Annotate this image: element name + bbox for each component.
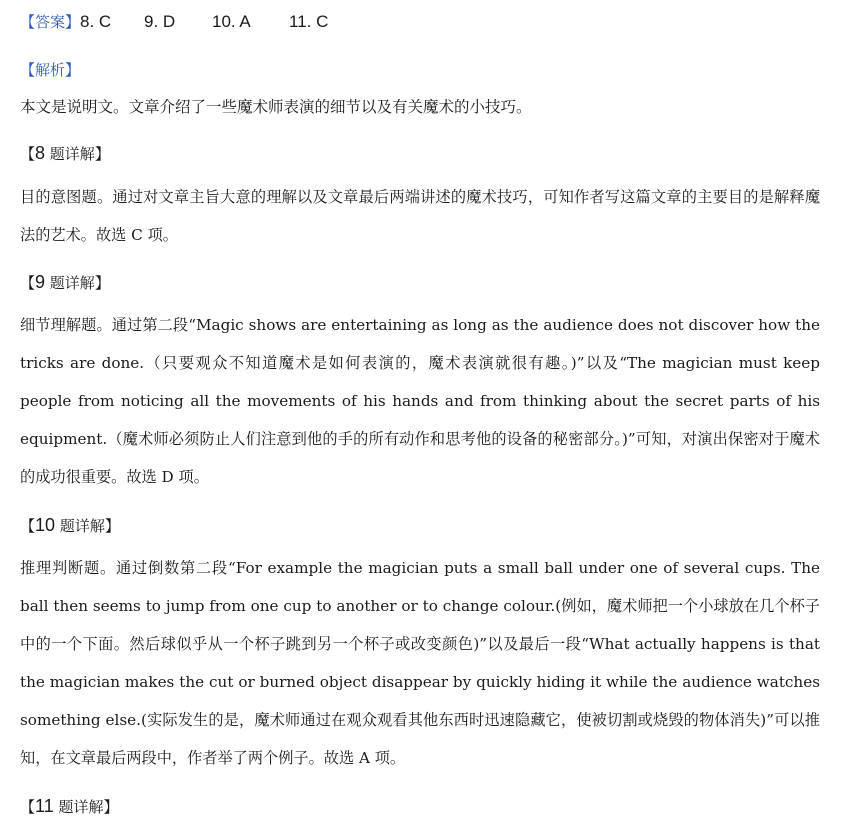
question-10-body: 推理判断题。通过倒数第二段“For example the magician puts a small ball under one of several cups. The ball then seems to jump from one cup to another or to change colour.(例如，魔术师把一个小球放在几个杯子中的一个下面。然后球似乎从一个杯子跳到另一个杯子或改变颜色)”以及最后一段“What actually happens is that the magician makes the cut or burned object disappear by quickly hiding it while the audience watches something else.(实际发生的是，魔术师通过在观众观看其他东西时迅速隐藏它，使被切割或烧毁的物体消失)”可以推知，在文章最后两段中，作者举了两个例子。故选 A 项。: [20, 559, 820, 767]
question-9-number: 9: [35, 272, 46, 292]
answer-11: 11. C: [289, 12, 329, 31]
question-10-number: 10: [35, 515, 56, 535]
question-8-heading: 【8 题详解】: [20, 143, 110, 163]
question-8-body: 目的意图题。通过对文章主旨大意的理解以及文章最后两端讲述的魔术技巧，可知作者写这篇文章的主要目的是解释魔法的艺术。故选 C 项。: [20, 188, 820, 244]
analysis-label: 【解析】: [20, 61, 81, 79]
answer-9: 9. D: [144, 12, 176, 31]
answer-row: [20, 12, 328, 32]
question-9-heading: 【9 题详解】: [20, 272, 110, 292]
answer-10: 10. A: [212, 12, 251, 31]
question-11-heading: 【11 题详解】: [20, 796, 119, 816]
question-9-body: 细节理解题。通过第二段“Magic shows are entertaining as long as the audience does not discover how the tricks are done.（只要观众不知道魔术是如何表演的，魔术表演就很有趣。)”以及“The magician must keep people from noticing all the movements of his hands and from thinking about the secret parts of his equipment.（魔术师必须防止人们注意到他的手的所有动作和思考他的设备的秘密部分。)”可知，对演出保密对于魔术的成功很重要。故选 D 项。: [20, 316, 820, 486]
question-8-number: 8: [35, 143, 46, 163]
summary-text: 本文是说明文。文章介绍了一些魔术师表演的细节以及有关魔术的小技巧。: [20, 98, 532, 116]
question-10-heading: 【10 题详解】: [20, 515, 120, 535]
answer-label: 【答案】: [20, 13, 81, 31]
question-11-number: 11: [35, 796, 54, 816]
answer-8: 8. C: [80, 12, 112, 31]
